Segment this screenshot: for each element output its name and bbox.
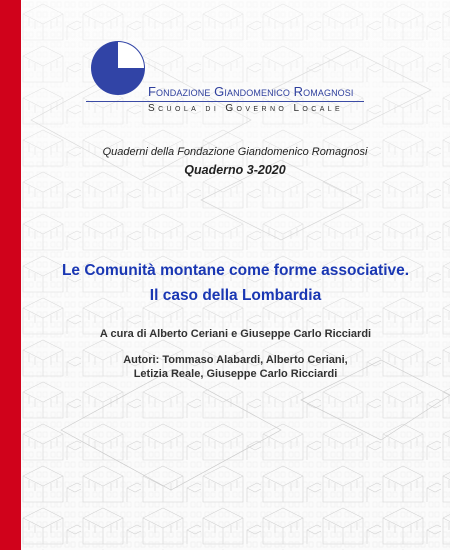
authors-block bbox=[21, 353, 450, 381]
series-name: Quaderni della Fondazione Giandomenico Romagnosi bbox=[102, 146, 368, 158]
title-line-1: Le Comunità montane come forme associative. bbox=[61, 262, 410, 279]
authors-line-2: Letizia Reale, Giuseppe Carlo Ricciardi bbox=[133, 368, 338, 380]
cover-title bbox=[21, 258, 450, 308]
foundation-logo-icon bbox=[90, 40, 146, 96]
org-name: Fondazione Giandomenico Romagnosi bbox=[148, 84, 354, 99]
authors-line-1: Autori: Tommaso Alabardi, Alberto Ceriani, bbox=[123, 354, 348, 366]
org-subtitle: Scuola di Governo Locale bbox=[148, 103, 344, 114]
foundation-header bbox=[86, 38, 376, 118]
issue-number: Quaderno 3-2020 bbox=[184, 163, 286, 177]
editors-line: A cura di Alberto Ceriani e Giuseppe Carlo Ricciardi bbox=[99, 328, 372, 340]
red-spine-band bbox=[0, 0, 21, 550]
title-line-2: Il caso della Lombardia bbox=[149, 287, 322, 304]
logo-divider bbox=[86, 101, 364, 102]
